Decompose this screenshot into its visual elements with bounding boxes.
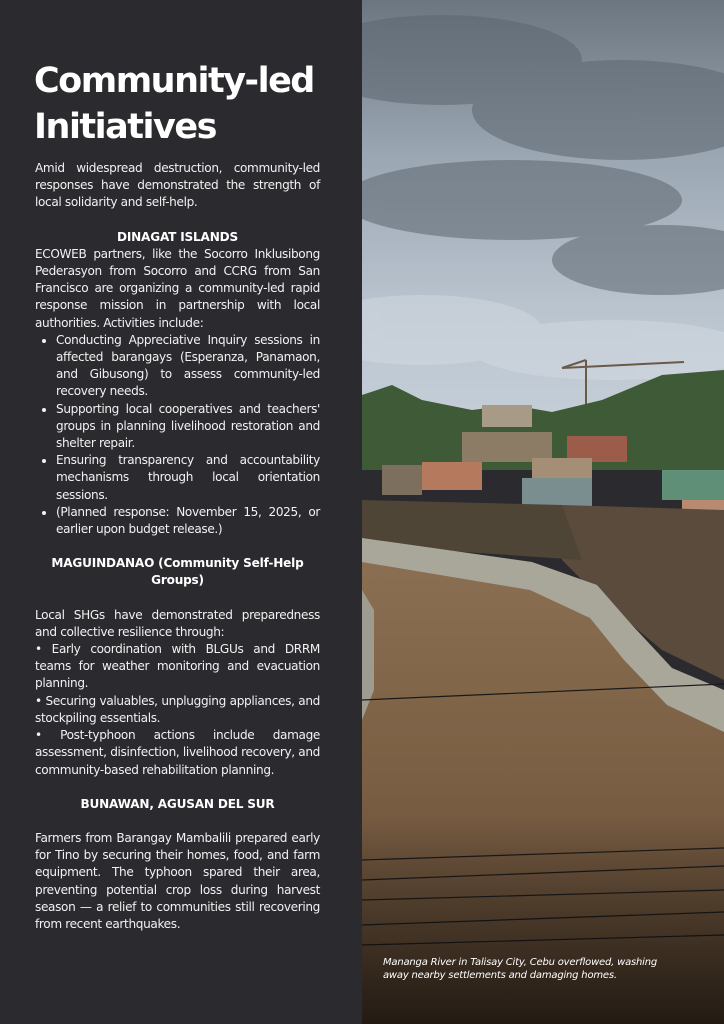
bunawan-paragraph: Farmers from Barangay Mambalili prepared early for Tino by securing their homes, food, and farm equipment. The typhoon spared their area, preventing potential crop loss during harvest season — a relief to communities still recovering from recent earthquakes.: [35, 830, 320, 931]
maguindanao-paragraph: Local SHGs have demonstrated preparedness and collective resilience through:: [35, 607, 320, 639]
flood-photo: [362, 0, 724, 1024]
dinagat-paragraph: ECOWEB partners, like the Socorro Inklusibong Pederasyon from Socorro and CCRG from San Francisco are organizing a community-led rapid response mission in partnership with local authorities. Activities include:: [35, 246, 320, 330]
maguindanao-point: • Early coordination with BLGUs and DRRM teams for weather monitoring and evacuation planning.: [35, 642, 320, 691]
maguindanao-point: • Post-typhoon actions include damage assessment, disinfection, livelihood recovery, and community-based rehabilitation planning.: [35, 728, 320, 777]
list-item: • (Planned response: November 15, 2025, or earlier upon budget release.): [56, 504, 320, 538]
section-heading-bunawan: BUNAWAN, AGUSAN DEL SUR: [80, 796, 275, 811]
page-title: Community-led Initiatives: [34, 61, 314, 147]
section-heading-maguindanao: MAGUINDANAO (Community Self-Help Groups): [51, 556, 304, 588]
river-scene-illustration: [362, 0, 724, 1024]
list-item: • Conducting Appreciative Inquiry sessions in affected barangays (Esperanza, Panamaon, and Gibusong) to assess community-led recovery needs.: [56, 332, 320, 401]
intro-paragraph: Amid widespread destruction, community-led responses have demonstrated the strength of local solidarity and self-help.: [35, 161, 320, 210]
list-item: • Ensuring transparency and accountability mechanisms through local orientation sessions.: [56, 452, 320, 504]
section-heading-dinagat: DINAGAT ISLANDS: [117, 229, 238, 244]
article-body: [35, 160, 320, 933]
list-item: • Supporting local cooperatives and teachers' groups in planning livelihood restoration and shelter repair.: [56, 401, 320, 453]
maguindanao-point: • Securing valuables, unplugging appliances, and stockpiling essentials.: [35, 693, 320, 725]
dinagat-activities-list: [35, 332, 320, 538]
photo-caption: Mananga River in Talisay City, Cebu overflowed, washing away nearby settlements and damaging homes.: [383, 957, 658, 981]
